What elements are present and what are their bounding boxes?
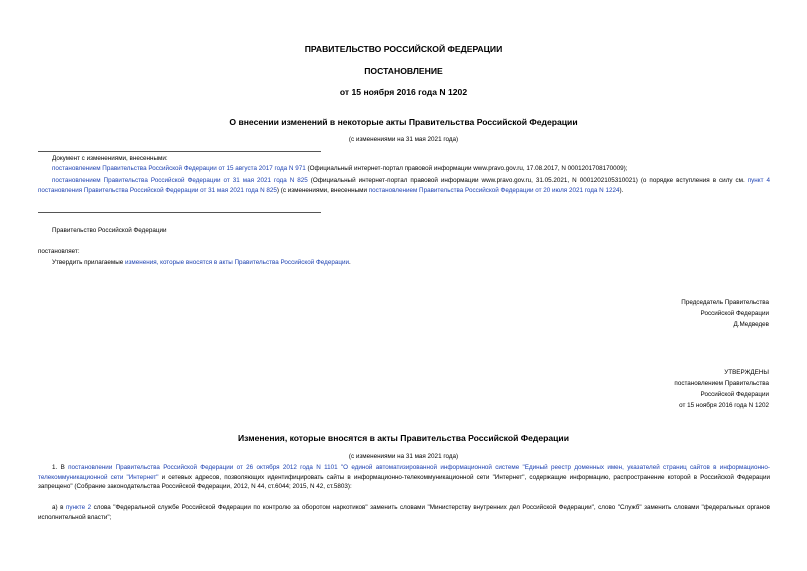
signature-title: Председатель Правительства bbox=[681, 299, 769, 306]
pa-link[interactable]: пункте 2 bbox=[65, 504, 92, 511]
p1-link[interactable]: постановлении Правительства Российской Федерации от 26 октября 2012 года N 1101 "О единой автоматизированной информационной системе "Единый реестр доменных имен, указателей страниц сайтов в информационно-телекоммуникационной сети "Интернет" bbox=[38, 464, 771, 481]
approved-stamp: УТВЕРЖДЕНЫ bbox=[724, 369, 769, 376]
changes-revision-note: (с изменениями на 31 мая 2021 года) bbox=[348, 453, 459, 460]
change-link-971[interactable]: постановлением Правительства Российской Федерации от 15 августа 2017 года N 971 bbox=[52, 165, 306, 172]
document-title: О внесении изменений в некоторые акты Правительства Российской Федерации bbox=[229, 117, 578, 127]
signature-country: Российской Федерации bbox=[700, 310, 769, 317]
change-paragraph-1 bbox=[38, 463, 770, 492]
document-type-heading: ПОСТАНОВЛЕНИЕ bbox=[364, 66, 443, 76]
change-paragraph-a bbox=[38, 503, 770, 522]
approve-prefix: Утвердить прилагаемые bbox=[52, 259, 125, 266]
approve-suffix: . bbox=[348, 259, 351, 266]
change-item-2-text3: ). bbox=[619, 186, 624, 194]
change-item-2-text2: ) (с изменениями, внесенными bbox=[276, 186, 369, 194]
change-item-2 bbox=[38, 176, 770, 195]
government-line: Правительство Российской Федерации bbox=[52, 227, 167, 234]
approve-line bbox=[52, 258, 351, 268]
change-item-2-text: (Официальный интернет-портал правовой информации www.pravo.gov.ru, 31.05.2021, N 0001202105310021) (о порядке вступления в силу см. bbox=[307, 177, 748, 184]
resolves-line: постановляет: bbox=[38, 248, 80, 255]
approved-country: Российской Федерации bbox=[700, 391, 769, 398]
change-link-825-point4[interactable]: пункт 4 постановления Правительства Российской Федерации от 31 мая 2021 года N 825 bbox=[38, 177, 770, 194]
government-heading: ПРАВИТЕЛЬСТВО РОССИЙСКОЙ ФЕДЕРАЦИИ bbox=[304, 44, 503, 54]
changes-intro: Документ с изменениями, внесенными: bbox=[52, 155, 168, 162]
pa-prefix: а) в bbox=[52, 504, 66, 511]
change-item-1-text: (Официальный интернет-портал правовой информации www.pravo.gov.ru, 17.08.2017, N 0001201708170009); bbox=[305, 165, 628, 172]
change-link-1224[interactable]: постановлением Правительства Российской Федерации от 20 июля 2021 года N 1224 bbox=[368, 186, 620, 194]
pa-text: слова "Федеральной службе Российской Федерации по контролю за оборотом наркотиков" заменить словами "Министерству внутренних дел Российской Федерации", слово "Служб" заменить словами "федеральных органов исполнительной власти"; bbox=[38, 504, 770, 521]
document-date-heading: от 15 ноября 2016 года N 1202 bbox=[339, 87, 468, 97]
revision-note: (с изменениями на 31 мая 2021 года) bbox=[348, 136, 459, 143]
bottom-divider bbox=[38, 212, 321, 213]
approved-by: постановлением Правительства bbox=[674, 380, 769, 387]
top-divider bbox=[38, 151, 321, 152]
approve-link[interactable]: изменения, которые вносятся в акты Правительства Российской Федерации bbox=[125, 259, 349, 266]
change-link-825[interactable]: постановлением Правительства Российской Федерации от 31 мая 2021 года N 825 bbox=[52, 177, 308, 184]
p1-text: и сетевых адресов, позволяющих идентифицировать сайты в информационно-телекоммуникационной сети "Интернет", содержащие информацию, распространение которой в Российской Федерации запрещено" (Собрание законодательства Российской Федерации, 2012, N 44, ст.6044; 2015, N 42, ст.5803): bbox=[38, 473, 771, 490]
signature-name: Д.Медведев bbox=[733, 321, 769, 328]
change-item-1 bbox=[38, 164, 770, 174]
changes-title: Изменения, которые вносятся в акты Правительства Российской Федерации bbox=[237, 433, 569, 443]
approved-date: от 15 ноября 2016 года N 1202 bbox=[679, 402, 769, 409]
p1-prefix: 1. В bbox=[52, 464, 69, 471]
